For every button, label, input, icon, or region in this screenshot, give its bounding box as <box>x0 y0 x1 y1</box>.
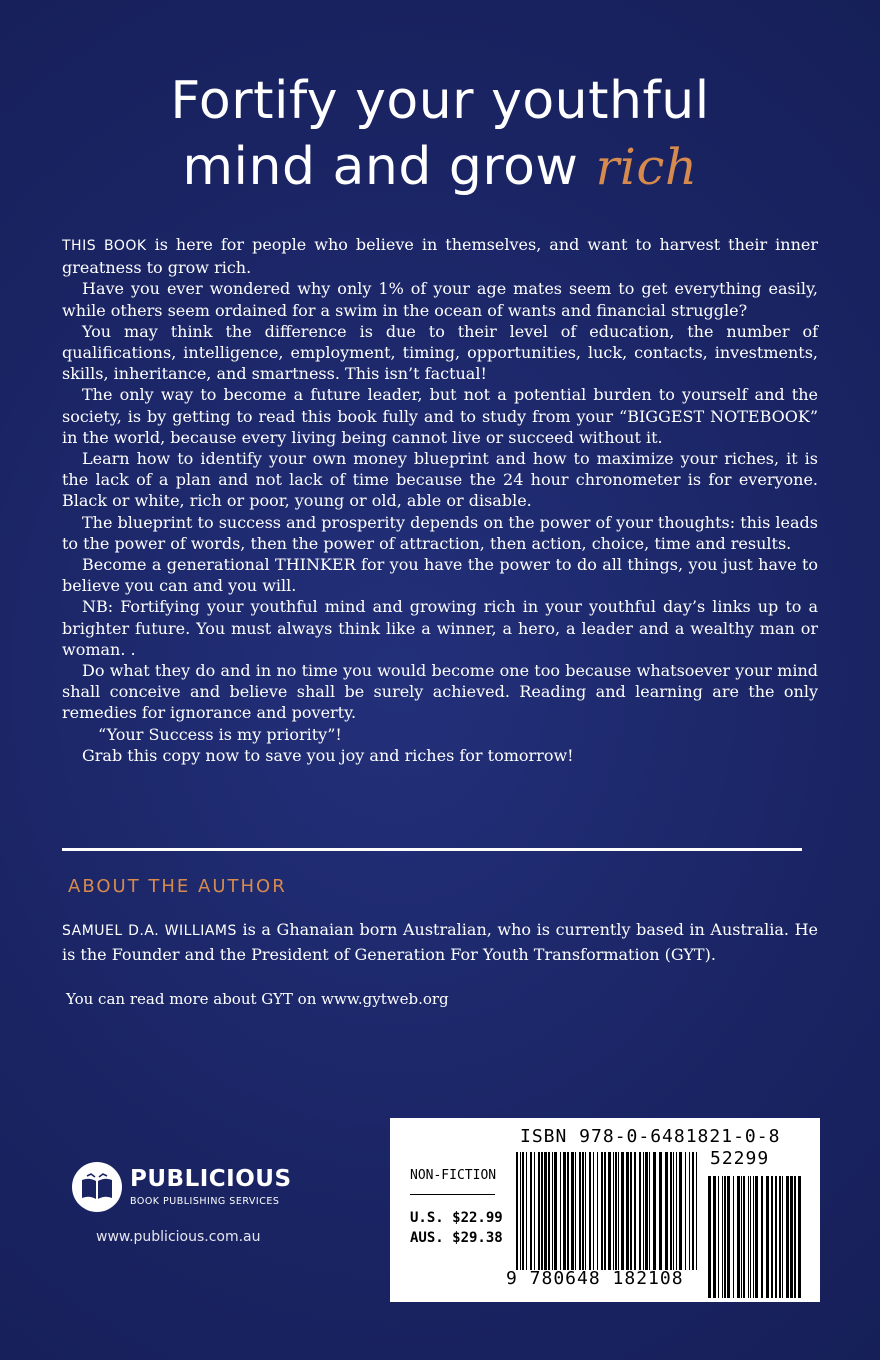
headline <box>0 68 880 200</box>
ean-barcode <box>516 1152 700 1270</box>
price-us: U.S. $22.99 <box>410 1210 503 1226</box>
barcode-stripe <box>782 1176 783 1298</box>
blurb-paragraph: Grab this copy now to save you joy and riches for tomorrow! <box>82 745 574 765</box>
blurb-paragraph <box>62 234 818 278</box>
blurb-paragraph: Become a generational THINKER for you have the power to do all things, you just have to believe you can and you will. <box>62 555 818 596</box>
publisher-logo <box>72 1158 292 1218</box>
barcode-stripe <box>794 1176 796 1298</box>
headline-line-1: Fortify your youthful <box>170 71 710 131</box>
headline-line-2-main: mind and grow <box>182 137 579 197</box>
barcode-stripe <box>563 1152 566 1270</box>
barcode-stripe <box>722 1176 723 1298</box>
barcode-stripe <box>541 1152 543 1270</box>
headline-accent-word: rich <box>595 138 698 196</box>
barcode-stripe <box>673 1152 674 1270</box>
barcode-stripe <box>522 1152 524 1270</box>
barcode-stripe <box>748 1176 749 1298</box>
blurb-paragraph: Have you ever wondered why only 1% of your age mates seem to get everything easily, while others seem ordained for a swim in the ocean of wants and financial struggle? <box>62 279 818 320</box>
barcode-stripe <box>597 1152 598 1270</box>
barcode-stripe <box>798 1176 801 1298</box>
blurb-lead-rest: is here for people who believe in themselves, and want to harvest their inner greatness to grow rich. <box>62 235 818 278</box>
barcode-stripe <box>618 1152 619 1270</box>
open-book-icon <box>72 1162 122 1212</box>
barcode-stripe <box>771 1176 773 1298</box>
barcode-stripe <box>571 1152 574 1270</box>
barcode-stripe <box>713 1176 716 1298</box>
author-name: SAMUEL D.A. WILLIAMS <box>62 923 237 939</box>
isbn-label: ISBN 978-0-6481821-0-8 <box>520 1126 781 1147</box>
barcode-stripe <box>779 1176 781 1298</box>
about-author-heading: ABOUT THE AUTHOR <box>68 876 287 897</box>
barcode-stripe <box>621 1152 624 1270</box>
barcode-stripe <box>645 1152 648 1270</box>
blurb-paragraph: Do what they do and in no time you would become one too because whatsoever your mind shall conceive and believe shall be surely achieved. Reading and learning are the only remedies for ignorance and poverty. <box>62 661 818 723</box>
category-rule <box>410 1194 495 1195</box>
barcode-stripe <box>601 1152 603 1270</box>
barcode-stripe <box>608 1152 611 1270</box>
ean-number: 9 780648 182108 <box>506 1268 684 1289</box>
category-label: NON-FICTION <box>410 1168 497 1183</box>
barcode-stripe <box>567 1152 569 1270</box>
price-aus: AUS. $29.38 <box>410 1230 503 1246</box>
blurb-paragraph: You may think the difference is due to their level of education, the number of qualifications, intelligence, employment, timing, opportunities, luck, contacts, investments, skills, inheritance, and smartness. This isn’t factual! <box>62 321 818 384</box>
barcode-stripe <box>649 1152 650 1270</box>
barcode-stripe <box>520 1152 521 1270</box>
barcode-stripe <box>676 1152 677 1270</box>
barcode-stripe <box>685 1152 686 1270</box>
barcode-stripe <box>615 1152 617 1270</box>
barcode-stripe <box>538 1152 540 1270</box>
barcode-stripe <box>560 1152 561 1270</box>
barcode-stripe <box>530 1152 532 1270</box>
barcode-stripe <box>575 1152 576 1270</box>
barcode-stripe <box>761 1176 763 1298</box>
barcode-stripe <box>639 1152 641 1270</box>
barcode-panel <box>390 1118 820 1302</box>
barcode-stripe <box>679 1152 682 1270</box>
barcode-stripe <box>733 1176 734 1298</box>
more-info-text: You can read more about GYT on www.gytweb.org <box>66 990 449 1008</box>
blurb-paragraph: The only way to become a future leader, but not a potential burden to yourself and the society, is by getting to read this book fully and to study from your “BIGGEST NOTEBOOK” in the world, because every living being cannot live or succeed without it. <box>62 385 818 447</box>
barcode-stripe <box>737 1176 740 1298</box>
barcode-stripe <box>718 1176 719 1298</box>
publisher-website: www.publicious.com.au <box>96 1229 261 1245</box>
barcode-stripe <box>630 1152 632 1270</box>
publisher-tagline: BOOK PUBLISHING SERVICES <box>130 1196 280 1207</box>
blurb-paragraph: Learn how to identify your own money blueprint and how to maximize your riches, it is the lack of a plan and not lack of time because the 24 hour chronometer is for everyone. Black or white, rich or poor, young or old, able or disable. <box>62 449 818 511</box>
barcode-stripe <box>766 1176 769 1298</box>
barcode-stripe <box>643 1152 644 1270</box>
barcode-stripe <box>554 1152 557 1270</box>
barcode-stripe <box>552 1152 553 1270</box>
barcode-stripe <box>750 1176 751 1298</box>
author-bio: is a Ghanaian born Australian, who is currently based in Australia. He is the Founder and the President of Generation For Youth Transformation (GYT). <box>62 920 818 964</box>
barcode-stripe <box>743 1176 745 1298</box>
barcode-stripe <box>741 1176 742 1298</box>
barcode-stripe <box>653 1152 656 1270</box>
barcode-stripe <box>659 1152 662 1270</box>
barcode-stripe <box>544 1152 547 1270</box>
barcode-stripe <box>696 1152 697 1270</box>
blurb-paragraph: The blueprint to success and prosperity depends on the power of your thoughts: this leads to the power of words, then the power of attraction, then action, choice, time and results. <box>62 512 818 553</box>
barcode-stripe <box>626 1152 629 1270</box>
supplement-barcode <box>708 1176 804 1298</box>
barcode-stripe <box>665 1152 668 1270</box>
blurb-lead: THIS BOOK <box>62 238 147 254</box>
headline-line-2 <box>0 134 880 200</box>
barcode-stripe <box>727 1176 730 1298</box>
barcode-stripe <box>593 1152 594 1270</box>
barcode-stripe <box>775 1176 777 1298</box>
barcode-stripe <box>790 1176 793 1298</box>
barcode-stripe <box>613 1152 614 1270</box>
barcode-stripe <box>689 1152 690 1270</box>
book-blurb <box>62 234 818 766</box>
section-divider <box>62 848 802 851</box>
barcode-stripe <box>534 1152 535 1270</box>
barcode-stripe <box>548 1152 550 1270</box>
blurb-paragraph: NB: Fortifying your youthful mind and growing rich in your youthful day’s links up to a brighter future. You must always think like a winner, a hero, a leader and a wealthy man or woman. . <box>62 597 818 659</box>
barcode-stripe <box>579 1152 581 1270</box>
barcode-stripe <box>604 1152 606 1270</box>
barcode-stripe <box>526 1152 527 1270</box>
barcode-stripe <box>755 1176 758 1298</box>
barcode-stripe <box>634 1152 636 1270</box>
barcode-stripe <box>585 1152 586 1270</box>
barcode-stripe <box>692 1152 694 1270</box>
barcode-stripe <box>724 1176 726 1298</box>
blurb-paragraph: “Your Success is my priority”! <box>98 724 342 744</box>
barcode-stripe <box>753 1176 754 1298</box>
barcode-stripe <box>786 1176 789 1298</box>
barcode-stripe <box>670 1152 672 1270</box>
barcode-stripe <box>589 1152 591 1270</box>
barcode-stripe <box>516 1152 518 1270</box>
publisher-name: PUBLICIOUS <box>130 1166 292 1192</box>
barcode-stripe <box>582 1152 584 1270</box>
about-author-text <box>62 918 818 967</box>
supplement-number: 52299 <box>710 1148 770 1169</box>
barcode-stripe <box>708 1176 711 1298</box>
